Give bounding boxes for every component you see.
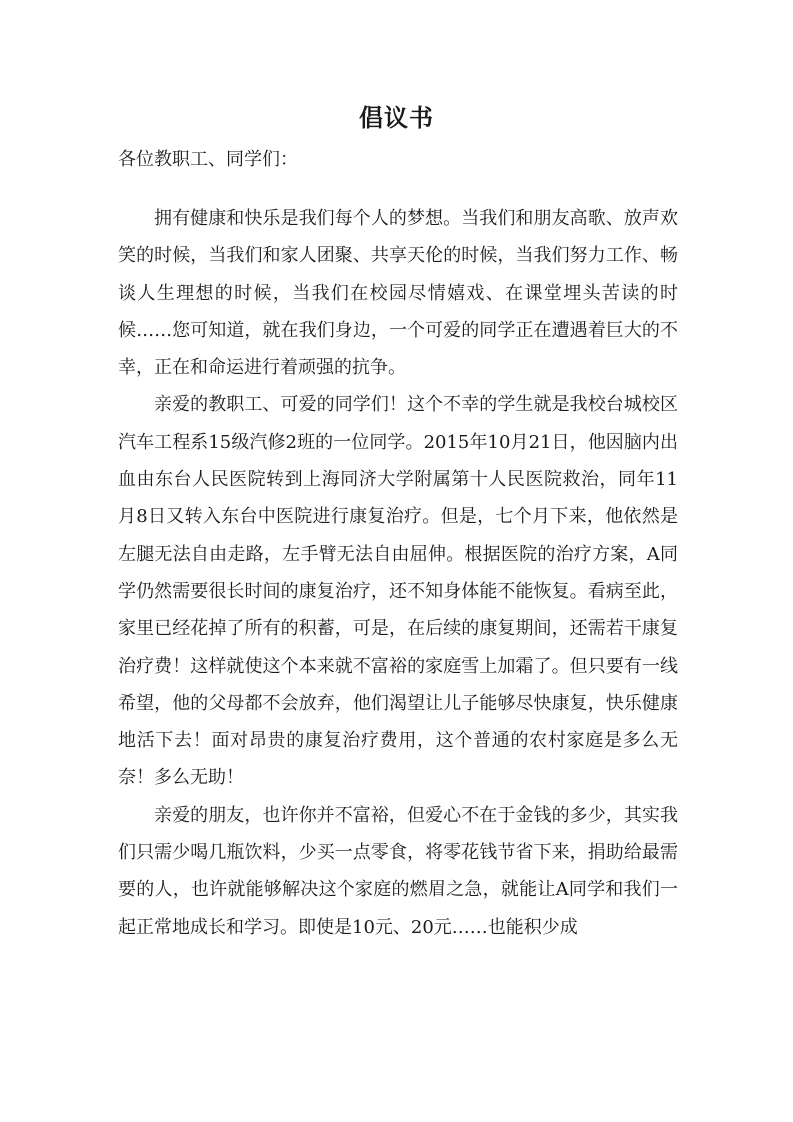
salutation: 各位教职工、同学们：	[118, 149, 298, 170]
paragraph-3: 亲爱的朋友，也许你并不富裕，但爱心不在于金钱的多少，其实我们只需少喝几瓶饮料，少买一点零食，将零花钱节省下来，捐助给最需要的人，也许就能够解决这个家庭的燃眉之急，就能让A同学和我们一起正常地成长和学习。即使是10元、20元……也能积少成	[118, 804, 678, 938]
paragraph-2: 亲爱的教职工、可爱的同学们！这个不幸的学生就是我校台城校区汽车工程系15级汽修2班的一位同学。2015年10月21日，他因脑内出血由东台人民医院转到上海同济大学附属第十人民医院救治，同年11月8日又转入东台中医院进行康复治疗。但是，七个月下来，他依然是左腿无法自由走路，左手臂无法自由屈伸。根据医院的治疗方案，A同学仍然需要很长时间的康复治疗，还不知身体能不能恢复。看病至此，家里已经花掉了所有的积蓄，可是，在后续的康复期间，还需若干康复治疗费！这样就使这个本来就不富裕的家庭雪上加霜了。但只要有一线希望，他的父母都不会放弃，他们渴望让儿子能够尽快康复，快乐健康地活下去！面对昂贵的康复治疗费用，这个普通的农村家庭是多么无奈！多么无助！	[118, 394, 678, 789]
document-title: 倡议书	[359, 103, 434, 132]
paragraph-1: 拥有健康和快乐是我们每个人的梦想。当我们和朋友高歌、放声欢笑的时候，当我们和家人团聚、共享天伦的时候，当我们努力工作、畅谈人生理想的时候，当我们在校园尽情嬉戏、在课堂埋头苦读的时候……您可知道，就在我们身边，一个可爱的同学正在遭遇着巨大的不幸，正在和命运进行着顽强的抗争。	[118, 208, 678, 379]
document-body	[118, 200, 678, 946]
